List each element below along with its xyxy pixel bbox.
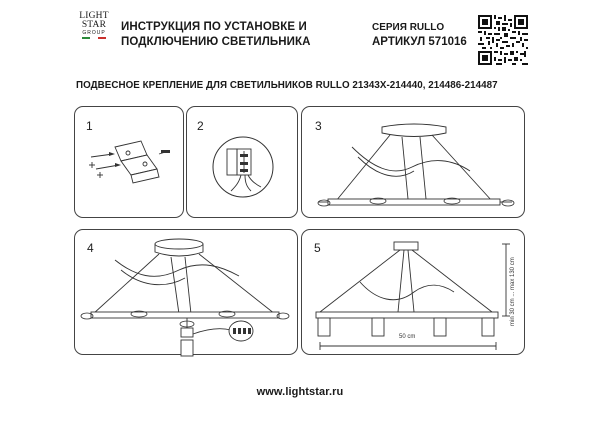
width-dimension-label: 50 cm bbox=[399, 334, 416, 340]
step-2-number: 2 bbox=[197, 119, 204, 133]
step-2-panel bbox=[186, 106, 298, 218]
website-link[interactable]: www.lightstar.ru bbox=[256, 386, 344, 398]
step-4-panel bbox=[74, 229, 298, 355]
logo-line-1: LIGHT bbox=[79, 11, 109, 21]
series-block bbox=[372, 20, 467, 50]
cable-connection-illustration bbox=[75, 230, 299, 356]
logo-line-3: GROUP bbox=[82, 30, 106, 36]
article-label: АРТИКУЛ 571016 bbox=[372, 36, 467, 48]
step-4-number: 4 bbox=[87, 241, 94, 255]
mount-subtitle: ПОДВЕСНОЕ КРЕПЛЕНИЕ ДЛЯ СВЕТИЛЬНИКОВ RULLO 21343X-214440, 214486-214487 bbox=[76, 80, 498, 91]
suspension-assembly-illustration bbox=[302, 107, 526, 219]
title-line-1: ИНСТРУКЦИЯ ПО УСТАНОВКЕ И bbox=[121, 21, 307, 33]
step-5-number: 5 bbox=[314, 241, 321, 255]
bracket-screws-illustration bbox=[75, 107, 185, 219]
qr-code-icon[interactable] bbox=[478, 15, 528, 65]
series-label: СЕРИЯ RULLO bbox=[372, 22, 445, 33]
brand-logo bbox=[78, 12, 110, 39]
terminal-block-illustration bbox=[187, 107, 299, 219]
step-5-panel bbox=[301, 229, 525, 355]
document-title bbox=[121, 20, 311, 50]
logo-line-2: STAR bbox=[81, 20, 107, 30]
italian-flag-stripe bbox=[82, 37, 106, 39]
step-1-number: 1 bbox=[86, 119, 93, 133]
step-1-panel bbox=[74, 106, 184, 218]
step-3-panel bbox=[301, 106, 525, 218]
step-3-number: 3 bbox=[315, 119, 322, 133]
height-dimension-label: min 30 cm ... max 130 cm bbox=[510, 257, 516, 326]
title-line-2: ПОДКЛЮЧЕНИЮ СВЕТИЛЬНИКА bbox=[121, 36, 311, 48]
